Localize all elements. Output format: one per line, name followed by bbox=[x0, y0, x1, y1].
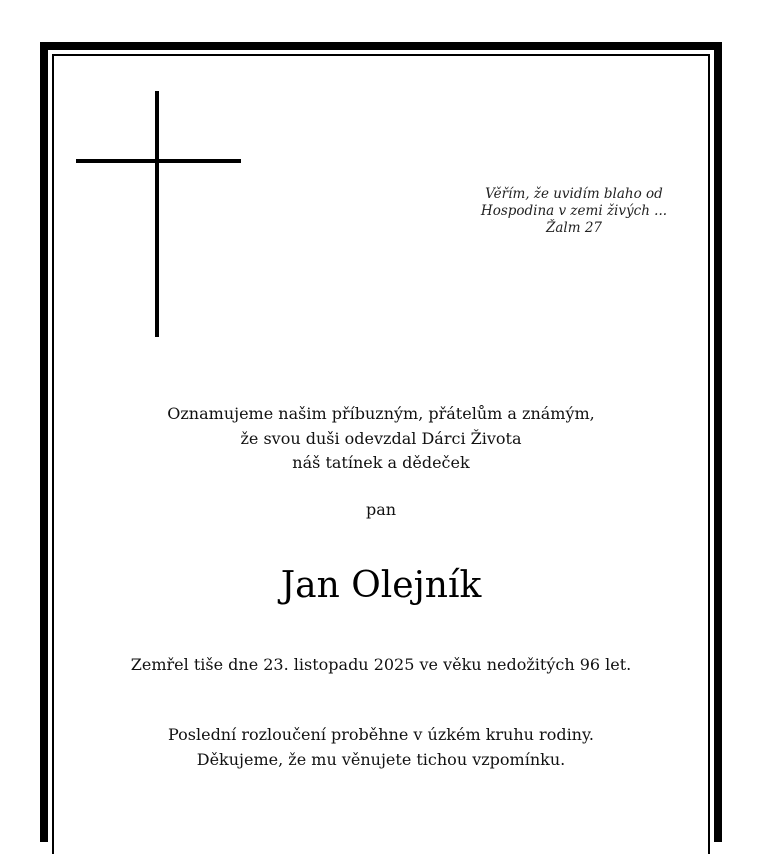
farewell-text bbox=[54, 722, 708, 772]
announcement bbox=[54, 402, 708, 476]
psalm-verse bbox=[474, 186, 674, 237]
farewell-line-2: Děkujeme, že mu věnujete tichou vzpomínku. bbox=[196, 750, 566, 769]
verse-line-2: Hospodina v zemi živých ... bbox=[480, 203, 668, 219]
verse-line-1: Věřím, že uvidím blaho od bbox=[485, 186, 663, 202]
deceased-name: Jan Olejník bbox=[280, 565, 482, 606]
announcement-line-2: že svou duši odevzdal Dárci Života bbox=[240, 428, 522, 448]
verse-reference: Žalm 27 bbox=[545, 220, 603, 236]
cross-icon-horizontal bbox=[76, 159, 241, 163]
death-notice: Zemřel tiše dne 23. listopadu 2025 ve věku nedožitých 96 let. bbox=[130, 655, 632, 674]
farewell-line-1: Poslední rozloučení proběhne v úzkém kruhu rodiny. bbox=[168, 725, 594, 744]
announcement-line-3: náš tatínek a dědeček bbox=[292, 453, 470, 472]
announcement-line-1: Oznamujeme našim příbuzným, přátelům a známým, bbox=[167, 404, 595, 423]
cross-icon-vertical bbox=[155, 91, 159, 337]
title-word: pan bbox=[365, 500, 397, 519]
